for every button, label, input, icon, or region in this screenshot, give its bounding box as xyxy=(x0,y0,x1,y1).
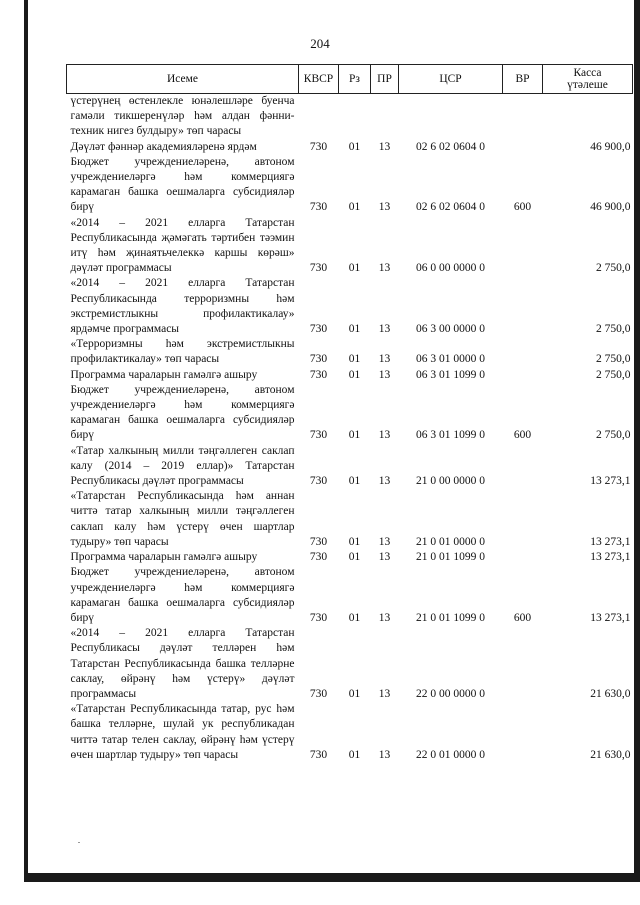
scan-bottom-border xyxy=(24,873,640,882)
table-cell-vr xyxy=(503,368,543,383)
header-kassa-line2: үтәлеше xyxy=(567,79,608,91)
table-cell-kvsr: 730 xyxy=(309,140,328,153)
table-cell-name: «2014 – 2021 елларга Татарстан Республикасында җәмәгать тәртибен тәэмин итү һәм җинаятьчелеккә каршы көрәш» дәүләт программасы xyxy=(70,216,295,275)
table-row xyxy=(67,383,633,444)
table-cell-name: Дәүләт фәннәр академияләренә ярдәм xyxy=(70,140,257,153)
table-cell-kassa: 2 750,0 xyxy=(596,429,631,442)
table-cell-vr xyxy=(503,94,543,140)
table-row xyxy=(67,626,633,702)
table-cell-vr xyxy=(503,489,543,550)
table-cell-kassa: 2 750,0 xyxy=(596,368,631,381)
table-cell-vr xyxy=(503,276,543,337)
table-cell-vr xyxy=(503,626,543,702)
table-cell-rz: 01 xyxy=(348,687,361,700)
table-cell-name: Бюджет учреждениеләренә, автоном учреждениеләргә һәм коммерциягә карамаган башка оешмаларга субсидияләр бирү xyxy=(70,566,295,624)
table-cell-pr: 13 xyxy=(378,262,391,275)
table-cell-pr: 13 xyxy=(378,353,391,366)
table-row xyxy=(67,444,633,490)
table-cell-name: «2014 – 2021 елларга Татарстан Республикасы дәүләт телләрен һәм Татарстан Республикасында башка телләрне саклау, өйрәнү һәм үстерү» дәүләт программасы xyxy=(70,627,295,700)
table-cell-name: Программа чараларын гамәлгә ашыру xyxy=(70,551,258,564)
table-cell-pr: 13 xyxy=(378,429,391,442)
table-cell-kvsr: 730 xyxy=(309,262,328,275)
table-cell-pr: 13 xyxy=(378,475,391,488)
table-row xyxy=(67,276,633,337)
table-cell-kassa: 2 750,0 xyxy=(596,353,631,366)
table-cell-rz: 01 xyxy=(348,323,361,336)
table-cell-pr: 13 xyxy=(378,535,391,548)
table-cell-name: Бюджет учреждениеләренә, автоном учреждениеләргә һәм коммерциягә карамаган башка оешмаларга субсидияләр бирү xyxy=(70,383,295,442)
scan-left-border xyxy=(24,0,28,882)
table-cell-rz: 01 xyxy=(348,140,361,153)
table-cell-name: «Татарстан Республикасында һәм аннан читтә татар халкының милли тәңгәллеген саклап калу һәм үстерү өчен шартлар тудыру» төп чарасы xyxy=(70,490,295,548)
budget-table xyxy=(66,64,633,763)
table-cell-kvsr: 730 xyxy=(309,687,328,700)
table-cell-name: үстерүнең өстенлекле юнәлешләре буенча гамәли тикшеренүләр һәм алдан фәнни-техник нигез булдыру» төп чарасы xyxy=(70,95,295,138)
table-cell-rz: 01 xyxy=(348,475,361,488)
header-csr: ЦСР xyxy=(399,65,503,94)
header-kassa-line1: Касса xyxy=(573,67,602,79)
scan-right-border xyxy=(634,0,640,882)
table-cell-pr: 13 xyxy=(378,687,391,700)
table-cell-vr xyxy=(503,216,543,277)
table-cell-kvsr: 730 xyxy=(309,551,328,564)
table-cell-kassa xyxy=(543,94,633,140)
table-cell-name: «Татар халкының милли тәңгәллеген саклап калу (2014 – 2019 еллар)» Татарстан Республикасы дәүләт программасы xyxy=(70,444,295,488)
table-cell-csr: 06 3 01 0000 0 xyxy=(416,353,485,366)
table-row xyxy=(67,155,633,216)
table-cell-pr: 13 xyxy=(378,368,391,381)
table-cell-kassa: 13 273,1 xyxy=(590,551,631,564)
table-cell-rz: 01 xyxy=(348,551,361,564)
table-row xyxy=(67,337,633,367)
table-cell-csr: 06 3 01 1099 0 xyxy=(416,368,485,381)
table-cell-kassa: 13 273,1 xyxy=(590,611,631,624)
table-row xyxy=(67,702,633,763)
table-cell-rz: 01 xyxy=(348,262,361,275)
table-cell-name: Программа чараларын гамәлгә ашыру xyxy=(70,368,258,381)
table-cell-pr: 13 xyxy=(378,201,391,214)
table-cell-rz: 01 xyxy=(348,429,361,442)
table-cell-name: «Татарстан Республикасында татар, рус һәм башка телләрне, шулай ук республикадан читтә татар телен саклау, өйрәнү һәм үстерү өчен шартлар тудыру» төп чарасы xyxy=(70,703,295,761)
table-cell-kassa: 21 630,0 xyxy=(590,748,631,761)
table-cell-csr: 21 0 01 1099 0 xyxy=(416,611,485,624)
table-cell-vr: 600 xyxy=(513,429,532,442)
table-cell-kassa: 46 900,0 xyxy=(590,201,631,214)
table-cell-kassa: 46 900,0 xyxy=(590,140,631,153)
scan-speck xyxy=(78,842,80,843)
table-cell-csr: 21 0 00 0000 0 xyxy=(416,475,485,488)
table-cell-rz: 01 xyxy=(348,535,361,548)
table-cell-csr: 22 0 00 0000 0 xyxy=(416,687,485,700)
table-cell-pr: 13 xyxy=(378,748,391,761)
table-cell-csr: 06 3 00 0000 0 xyxy=(416,323,485,336)
table-cell-rz: 01 xyxy=(348,353,361,366)
table-cell-name: Бюджет учреждениеләренә, автоном учреждениеләргә һәм коммерциягә карамаган башка оешмаларга субсидияләр бирү xyxy=(70,155,295,214)
table-row xyxy=(67,489,633,550)
header-name: Исеме xyxy=(67,65,299,94)
table-cell-csr: 02 6 02 0604 0 xyxy=(416,201,485,214)
table-row xyxy=(67,216,633,277)
table-cell-vr xyxy=(503,337,543,367)
table-cell-kassa: 2 750,0 xyxy=(596,323,631,336)
table-cell-csr: 02 6 02 0604 0 xyxy=(416,140,485,153)
table-cell-rz xyxy=(339,94,371,140)
table-cell-kvsr: 730 xyxy=(309,535,328,548)
table-cell-vr xyxy=(503,702,543,763)
table-cell-pr: 13 xyxy=(378,611,391,624)
header-kvsr: КВСР xyxy=(299,65,339,94)
table-row xyxy=(67,565,633,626)
table-cell-vr xyxy=(503,444,543,490)
page-number: 204 xyxy=(310,36,330,51)
table-cell-name: «Терроризмны һәм экстремистлыкны профилактикалау» төп чарасы xyxy=(70,338,295,366)
table-cell-kassa: 13 273,1 xyxy=(590,535,631,548)
table-cell-pr: 13 xyxy=(378,551,391,564)
table-cell-csr xyxy=(399,94,503,140)
header-rz: Рз xyxy=(339,65,371,94)
table-header-row xyxy=(67,65,633,94)
table-cell-kassa: 13 273,1 xyxy=(590,475,631,488)
table-cell-csr: 22 0 01 0000 0 xyxy=(416,748,485,761)
table-row xyxy=(67,550,633,565)
header-kassa xyxy=(543,65,633,94)
table-cell-vr: 600 xyxy=(513,611,532,624)
table-cell-rz: 01 xyxy=(348,201,361,214)
table-cell-kvsr: 730 xyxy=(309,611,328,624)
table-cell-rz: 01 xyxy=(348,748,361,761)
table-body xyxy=(67,94,633,763)
table-cell-kvsr: 730 xyxy=(309,429,328,442)
table-cell-vr xyxy=(503,140,543,155)
table-cell-kvsr: 730 xyxy=(309,748,328,761)
header-vr: ВР xyxy=(503,65,543,94)
table-cell-csr: 21 0 01 1099 0 xyxy=(416,551,485,564)
table-cell-kassa: 21 630,0 xyxy=(590,687,631,700)
table-row xyxy=(67,368,633,383)
table-cell-csr: 06 3 01 1099 0 xyxy=(416,429,485,442)
table-cell-pr: 13 xyxy=(378,140,391,153)
table-cell-pr xyxy=(371,94,399,140)
header-pr: ПР xyxy=(371,65,399,94)
table-cell-pr: 13 xyxy=(378,323,391,336)
table-cell-kassa: 2 750,0 xyxy=(596,262,631,275)
table-cell-name: «2014 – 2021 елларга Татарстан Республикасында терроризмны һәм экстремистлыкны профилактикалау» ярдәмче программасы xyxy=(70,277,295,336)
table-cell-kvsr xyxy=(299,94,339,140)
table-cell-kvsr: 730 xyxy=(309,475,328,488)
table-row xyxy=(67,94,633,140)
table-cell-kvsr: 730 xyxy=(309,368,328,381)
table-cell-csr: 06 0 00 0000 0 xyxy=(416,262,485,275)
table-cell-kvsr: 730 xyxy=(309,323,328,336)
table-row xyxy=(67,140,633,155)
table-cell-rz: 01 xyxy=(348,611,361,624)
table-cell-vr: 600 xyxy=(513,201,532,214)
table-cell-vr xyxy=(503,550,543,565)
table-cell-kvsr: 730 xyxy=(309,353,328,366)
table-cell-csr: 21 0 01 0000 0 xyxy=(416,535,485,548)
table-cell-kvsr: 730 xyxy=(309,201,328,214)
table-cell-rz: 01 xyxy=(348,368,361,381)
